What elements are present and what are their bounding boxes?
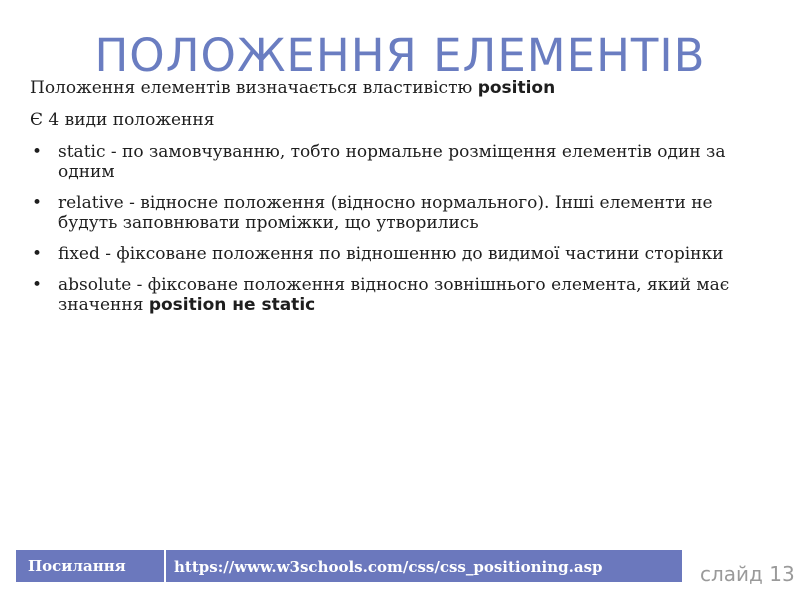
bullet-item-static	[30, 142, 750, 182]
intro-keyword: position	[477, 78, 556, 98]
bullet-text: static - по замовчуванню, тобто нормальне розміщення елементів один за одним	[58, 142, 726, 182]
bullet-keyword: position не static	[148, 295, 316, 315]
bullet-text	[58, 275, 729, 315]
intro-text: Положення елементів визначається властивістю	[30, 78, 478, 98]
intro-paragraph	[30, 78, 750, 98]
bullet-item-absolute	[30, 275, 750, 315]
slide-title: ПОЛОЖЕННЯ ЕЛЕМЕНТІВ	[94, 29, 706, 82]
bullet-dot-icon: •	[32, 244, 43, 264]
bullet-text: relative - відносне положення (відносно нормального). Інші елементи не будуть заповнювати проміжки, що утворились	[58, 193, 713, 233]
bullet-dot-icon: •	[32, 275, 43, 295]
bullet-text-plain: absolute - фіксоване положення відносно зовнішнього елемента, який має значення	[58, 275, 730, 315]
footer-divider	[164, 550, 166, 582]
bullet-text: fixed - фіксоване положення по відношенню до видимої частини сторінки	[58, 244, 724, 264]
subtitle-paragraph: Є 4 види положення	[30, 110, 215, 130]
bullet-dot-icon: •	[32, 193, 43, 213]
bullet-item-relative	[30, 193, 750, 233]
reference-link[interactable]: https://www.w3schools.com/css/css_positioning.asp	[174, 558, 603, 576]
bullet-item-fixed	[30, 244, 750, 264]
footer-label: Посилання	[28, 557, 126, 575]
bullet-list	[30, 142, 750, 315]
bullet-dot-icon: •	[32, 142, 43, 162]
slide-number: слайд 13	[700, 562, 795, 586]
slide-body	[30, 78, 750, 326]
